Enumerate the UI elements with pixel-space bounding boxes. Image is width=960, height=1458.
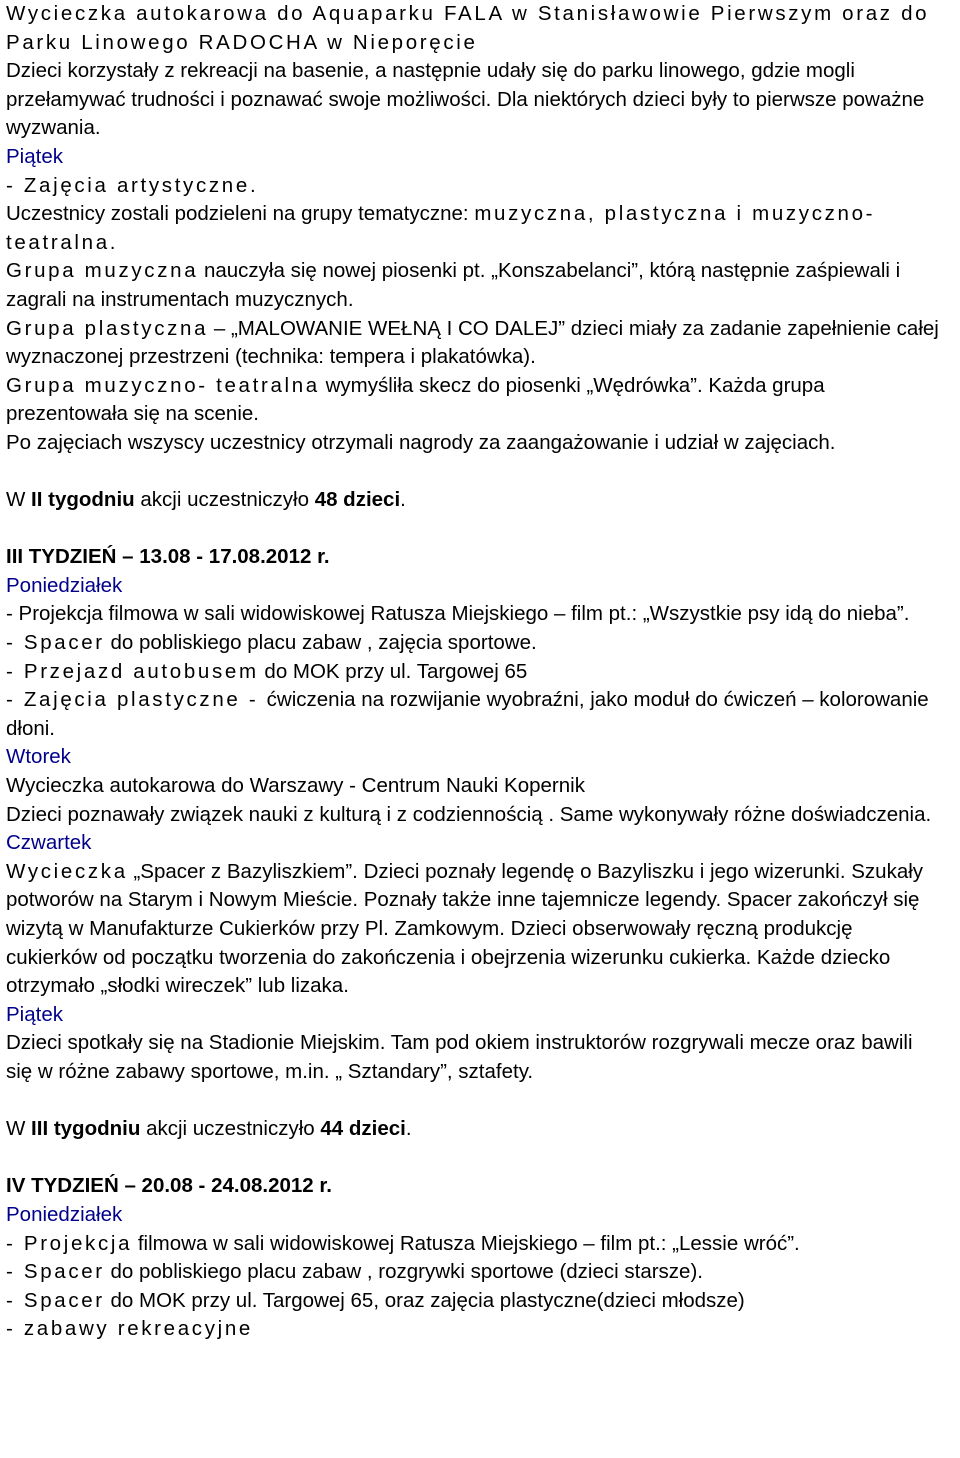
- summary-pre: W: [6, 488, 32, 512]
- spacer: [6, 1087, 944, 1116]
- groups-list: muzyczna, plastyczna i muzyczno- teatralna.: [6, 202, 876, 254]
- activity-label: - Przejazd autobusem: [6, 659, 259, 683]
- activity-line: [6, 1258, 944, 1287]
- spacer: [6, 515, 944, 544]
- activity-text: do MOK przy ul. Targowej 65, oraz zajęcia plastyczne(dzieci młodsze): [104, 1288, 745, 1312]
- music-group-paragraph: [6, 257, 944, 314]
- activity-line: [6, 1287, 944, 1316]
- groups-intro: Uczestnicy zostali podzieleni na grupy tematyczne:: [6, 202, 475, 226]
- activity-line: [6, 686, 944, 743]
- summary-mid: akcji uczestniczyło: [134, 488, 315, 512]
- activity-label: - Projekcja: [6, 1231, 133, 1255]
- activity-line: [6, 629, 944, 658]
- summary-post: .: [405, 1117, 412, 1141]
- week-summary: [6, 1115, 944, 1144]
- activity-text: do MOK przy ul. Targowej 65: [258, 659, 528, 683]
- trip-title-place: Centrum Nauki Kopernik: [361, 774, 585, 798]
- summary-week: III tygodniu: [31, 1117, 141, 1141]
- activity-text: filmowa w sali widowiskowej Ratusza Miejskiego – film pt.: „Lessie wróć”.: [132, 1231, 800, 1255]
- activity-label: - Zajęcia plastyczne -: [6, 688, 267, 712]
- art-group-text: – „MALOWANIE WEŁNĄ I CO DALEJ” dzieci miały za zadanie zapełnienie całej wyznaczonej przestrzeni (technika: tempera i plakatówka).: [6, 316, 939, 369]
- theatre-group-paragraph: [6, 372, 944, 429]
- weekday-heading: Piątek: [6, 144, 63, 168]
- activity-line: [6, 658, 944, 687]
- theatre-group-label: Grupa muzyczno- teatralna: [6, 373, 320, 397]
- weekday-heading: Piątek: [6, 1002, 63, 1026]
- activity-text: ćwiczenia na rozwijanie wyobraźni, jako moduł do ćwiczeń – kolorowanie dłoni.: [6, 688, 929, 740]
- activity-line: - Projekcja filmowa w sali widowiskowej Ratusza Miejskiego – film pt.: „Wszystkie psy idą do nieba”.: [6, 602, 910, 626]
- groups-paragraph: [6, 200, 944, 257]
- summary-week: II tygodniu: [31, 488, 135, 512]
- activity-label: - Spacer: [6, 631, 105, 655]
- summary-count: 48 dzieci: [314, 488, 401, 512]
- trip-description: [6, 858, 944, 1001]
- weekday-heading: Poniedziałek: [6, 1202, 123, 1226]
- activity-label: - Spacer: [6, 1260, 105, 1284]
- trip-description: Dzieci spotkały się na Stadionie Miejskim. Tam pod okiem instruktorów rozgrywali mecze oraz bawili się w różne zabawy sportowe, m.in. „ Sztandary”, sztafety.: [6, 1031, 913, 1083]
- spacer: [6, 1144, 944, 1173]
- weekday-heading: Wtorek: [6, 745, 71, 769]
- activity-text: do pobliskiego placu zabaw , rozgrywki sportowe (dzieci starsze).: [104, 1260, 703, 1284]
- activity-line: - Zajęcia artystyczne.: [6, 173, 259, 197]
- trip-description: Dzieci poznawały związek nauki z kulturą i z codziennością . Same wykonywały różne doświadczenia.: [6, 802, 932, 826]
- trip-description-text: „Spacer z Bazyliszkiem”. Dzieci poznały legendę o Bazyliszku i jego wizerunki. Szukały potworów na Starym i Nowym Mieście. Poznały także inne tajemnicze legendy. Spacer zakończył się wizytą w Manufakturze Cukierków przy Pl. Zamkowym. Dzieci obserwowały ręczną produkcję cukierków od początku tworzenia do zakończenia i obejrzenia wizerunku cukierka. Każde dziecko otrzymało „słodki wireczek” lub lizaka.: [6, 859, 924, 998]
- activity-line: [6, 1230, 944, 1259]
- awards-paragraph: Po zajęciach wszyscy uczestnicy otrzymali nagrody za zaangażowanie i udział w zajęciach.: [6, 430, 836, 454]
- art-group-paragraph: [6, 315, 944, 372]
- summary-count: 44 dzieci: [320, 1117, 406, 1141]
- trip-title: [6, 772, 944, 801]
- trip-title: Wycieczka autokarowa do Aquaparku FALA w Stanisławowie Pierwszym oraz do Parku Linowego RADOCHA w Nieporęcie: [6, 2, 930, 54]
- activity-label: - Spacer: [6, 1288, 105, 1312]
- weekday-heading: Poniedziałek: [6, 573, 123, 597]
- music-group-label: Grupa muzyczna: [6, 259, 199, 283]
- activity-line: - zabawy rekreacyjne: [6, 1317, 253, 1341]
- trip-title-main: Wycieczka autokarowa do Warszawy -: [6, 774, 362, 798]
- summary-pre: W: [6, 1117, 32, 1141]
- activity-text: do pobliskiego placu zabaw , zajęcia sportowe.: [104, 631, 537, 655]
- trip-title-main: Wycieczka: [6, 859, 128, 883]
- week-heading: III TYDZIEŃ – 13.08 - 17.08.2012 r.: [6, 545, 330, 569]
- art-group-label: Grupa plastyczna: [6, 316, 209, 340]
- music-group-text: nauczyła się nowej piosenki pt. „Konszabelanci”, którą następnie zaśpiewali i zagrali na instrumentach muzycznych.: [6, 259, 901, 311]
- theatre-group-text: wymyśliła skecz do piosenki „Wędrówka”. Każda grupa prezentowała się na scenie.: [6, 373, 825, 426]
- summary-mid: akcji uczestniczyło: [140, 1117, 321, 1141]
- week-heading: IV TYDZIEŃ – 20.08 - 24.08.2012 r.: [6, 1174, 332, 1198]
- spacer: [6, 458, 944, 487]
- trip-description: Dzieci korzystały z rekreacji na basenie, a następnie udały się do parku linowego, gdzie mogli przełamywać trudności i poznawać swoje możliwości. Dla niektórych dzieci były to pierwsze poważne wyzwania.: [6, 59, 925, 140]
- week-summary: [6, 486, 944, 515]
- summary-post: .: [400, 488, 406, 512]
- weekday-heading: Czwartek: [6, 831, 92, 855]
